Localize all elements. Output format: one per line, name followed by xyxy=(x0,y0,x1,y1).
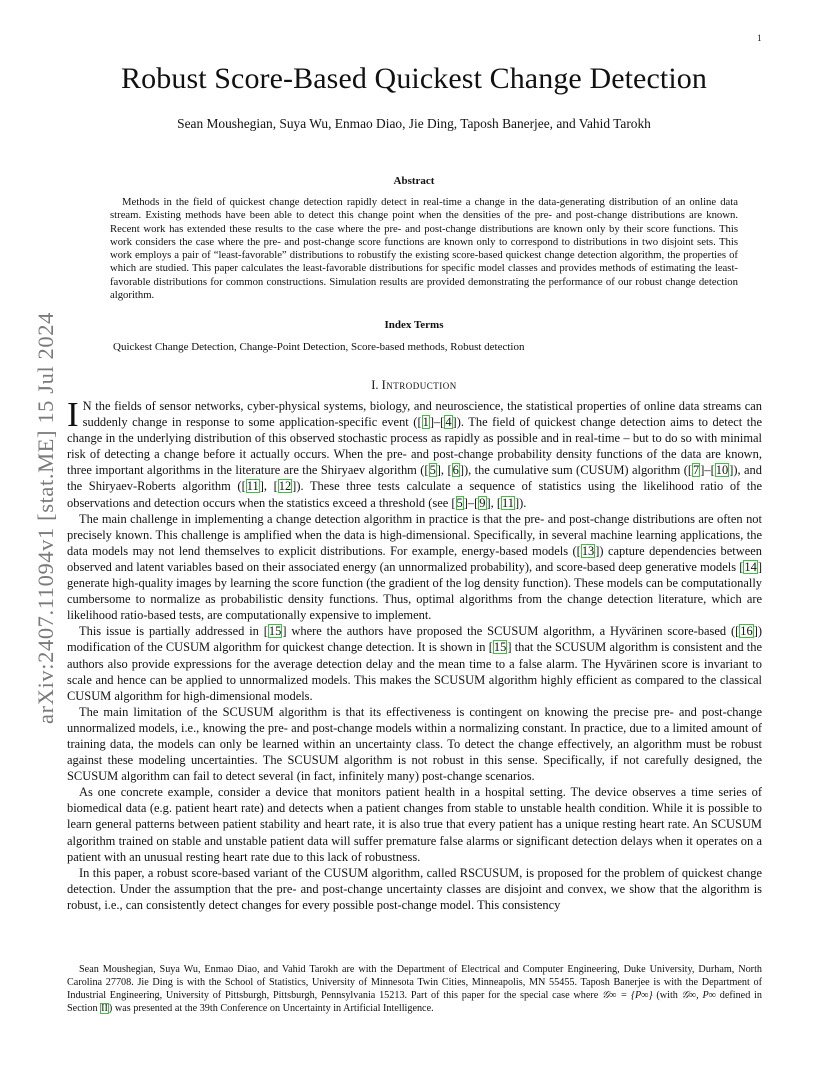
citation-link[interactable]: 4 xyxy=(445,415,452,430)
citation-link[interactable]: 11 xyxy=(502,495,514,510)
section-number: I. xyxy=(371,378,379,392)
paragraph-2: The main challenge in implementing a change detection algorithm in practice is that the pre- and post-change distributions are often not precisely known. This challenge is amplified when the data is high-dimensional. Specifically, in several machine learning applications, the data models may not lend themselves to explicit distributions. For example, energy-based models ([13]) capture dependencies between observed and latent variables based on their associated energy (an unnormalized probability), and score-based deep generative models [14] generate high-quality images by learning the score function (the gradient of the log density function). These models can be computationally cumbersome to normalize as probabilistic density functions. Thus, optimal algorithms from the change detection literature, which are likelihood ratio-based tests, are computationally expensive to implement. xyxy=(67,511,762,623)
paragraph-4: The main limitation of the SCUSUM algorithm is that its effectiveness is contingent on knowing the precise pre- and post-change unnormalized models, i.e., knowing the pre- and post-change models within a normalizing constant. In practice, due to a limited amount of training data, the models can only be learned within an uncertainty class. To detect the change effectively, an algorithm must be robust against these modeling uncertainties. The SCUSUM algorithm is not robust in this sense. Specifically, if not carefully designed, the SCUSUM algorithm can fail to detect several (in fact, infinitely many) post-change scenarios. xyxy=(67,704,762,784)
index-terms-heading: Index Terms xyxy=(384,319,444,331)
section-link[interactable]: II xyxy=(101,1003,108,1015)
paper-title: Robust Score-Based Quickest Change Detection xyxy=(121,62,707,95)
citation-link[interactable]: 14 xyxy=(744,559,757,574)
paragraph-6: In this paper, a robust score-based variant of the CUSUM algorithm, called RSCUSUM, is proposed for the problem of quickest change detection. Under the assumption that the pre- and post-change uncertainty classes are disjoint and convex, we show that the algorithm is robust, i.e., can consistently detect changes for every possible post-change model. This consistency xyxy=(67,865,762,912)
drop-cap: I xyxy=(67,395,79,434)
index-terms-text: Quickest Change Detection, Change-Point Detection, Score-based methods, Robust detection xyxy=(113,341,525,353)
citation-link[interactable]: 6 xyxy=(452,463,459,478)
math-expression: 𝒢∞, P∞ xyxy=(681,990,716,1002)
citation-link[interactable]: 5 xyxy=(456,495,463,510)
math-expression: 𝒢∞ = {P∞} xyxy=(602,990,653,1002)
citation-link[interactable]: 15 xyxy=(268,624,282,639)
citation-link[interactable]: 5 xyxy=(429,463,436,478)
paragraph-3: This issue is partially addressed in [15] where the authors have proposed the SCUSUM algorithm, a Hyvärinen score-based ([16]) modification of the CUSUM algorithm for quickest change detection. It is shown in [15] that the SCUSUM algorithm is consistent and the authors also provide expressions for the average detection delay and the mean time to a false alarm. The Hyvärinen score is invariant to scale and hence can be applied to unnormalized models. This makes the SCUSUM algorithm highly efficient as compared to the classical CUSUM algorithm for high-dimensional models. xyxy=(67,624,762,703)
page-number: 1 xyxy=(757,33,762,43)
arxiv-stamp-text: arXiv:2407.11094v1 [stat.ME] 15 Jul 2024 xyxy=(33,312,59,724)
section-heading xyxy=(60,378,768,393)
author-list: Sean Moushegian, Suya Wu, Enmao Diao, Jie Ding, Taposh Banerjee, and Vahid Tarokh xyxy=(177,116,651,131)
citation-link[interactable]: 7 xyxy=(693,463,700,478)
citation-link[interactable]: 10 xyxy=(715,463,729,478)
paragraph-1: I N the fields of sensor networks, cyber-physical systems, biology, and neuroscience, the statistical properties of online data streams can suddenly change in response to some application-specific event ([1]–[4]). The field of quickest change detection aims to detect the change in the underlying distribution of this observed stochastic process as rapidly as possible and in real-time – but to do so with minimal risk of detecting a change before it actually occurs. When the pre- and post-change probability density functions of the data are known, three important algorithms in the literature are the Shiryaev algorithm ([5], [6]), the cumulative sum (CUSUM) algorithm ([7]–[10]), and the Shiryaev-Roberts algorithm ([11], [12]). These three tests calculate a sequence of statistics using the likelihood ratio of the observations and detection occurs when the statistics exceed a threshold (see [5]–[9], [11]). xyxy=(67,395,763,510)
abstract-heading: Abstract xyxy=(393,175,435,187)
citation-link[interactable]: 15 xyxy=(493,640,507,655)
section-title: Introduction xyxy=(381,378,457,392)
author-footnote: Sean Moushegian, Suya Wu, Enmao Diao, and Vahid Tarokh are with the Department of Electrical and Computer Engineering, Duke University, Durham, North Carolina 27708. Jie Ding is with the School of Statistics, University of Minnesota Twin Cities, Minneapolis, MN 55455. Taposh Banerjee is with the Department of Industrial Engineering, University of Pittsburgh, Pittsburgh, Pennsylvania 15213. Part of this paper for the special case where 𝒢∞ = {P∞} (with 𝒢∞, P∞ defined in Section II) was presented at the 39th Conference on Uncertainty in Artificial Intelligence. xyxy=(67,964,762,1015)
citation-link[interactable]: 13 xyxy=(581,543,595,558)
citation-link[interactable]: 12 xyxy=(278,479,292,494)
citation-link[interactable]: 1 xyxy=(422,415,429,430)
citation-link[interactable]: 9 xyxy=(479,495,486,510)
abstract-text: Methods in the field of quickest change detection rapidly detect in real-time a change in the data-generating distribution of an online data stream. Existing methods have been able to detect this change point when the densities of the pre- and post-change distributions are known. Recent work has extended these results to the case where the pre- and post-change distributions are known only by their score functions. This work considers the case where the pre- and post-change score functions are known only to correspond to distributions in two disjoint sets. This work employs a pair of “least-favorable” distributions to robustify the existing score-based quickest change detection algorithm, the properties of which are studied. This paper calculates the least-favorable distributions for specific model classes and provides methods of estimating the least-favorable distributions for common constructions. Simulation results are provided demonstrating the performance of our robust change detection algorithm. xyxy=(110,196,738,302)
citation-link[interactable]: 16 xyxy=(740,624,753,639)
paragraph-5: As one concrete example, consider a device that monitors patient health in a hospital setting. The device observes a time series of biomedical data (e.g. patient heart rate) and detects when a patient changes from stable to unstable health condition. While it is possible to learn general patterns between patient stability and heart rate, it is also true that every patient has a unique resting heart rate. An SCUSUM algorithm trained on stable and unstable patient data will suffer premature false alarms or significant detection delays when it operates on a patient with an unusual resting heart rate due to this lack of robustness. xyxy=(67,785,762,864)
arxiv-stamp xyxy=(31,293,61,743)
body-text xyxy=(67,395,763,913)
citation-link[interactable]: 11 xyxy=(246,479,259,494)
